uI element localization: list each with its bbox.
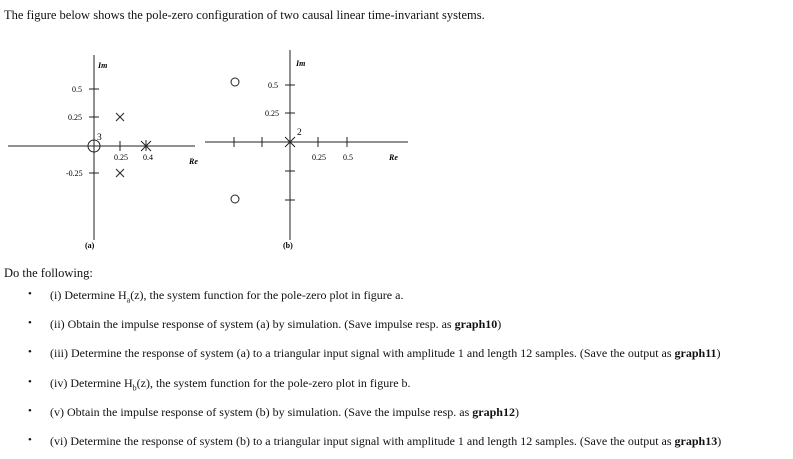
figure-b-xlabel-0.5: 0.5	[343, 153, 353, 162]
figure-b-xlabel-0.25: 0.25	[312, 153, 326, 162]
task-item	[0, 342, 793, 371]
figure-b-re-label: Re	[389, 153, 398, 162]
task-item	[0, 372, 793, 401]
task-text: (iii) Determine the response of system (a) to a triangular input signal with amplitude 1 and length 12 samples. (Save the output as graph11)	[50, 346, 721, 361]
figure-b-zero-lower	[231, 195, 239, 203]
graph-name: graph10	[454, 317, 498, 332]
graph-name: graph11	[674, 346, 717, 361]
figure-a-ylabel-0.5: 0.5	[72, 85, 82, 94]
figure-b	[205, 50, 408, 240]
figure-a-xlabel-0.4: 0.4	[143, 153, 153, 162]
bullet-icon: •	[28, 433, 32, 446]
figure-b-ylabel-0.25: 0.25	[265, 109, 279, 118]
figure-a-re-label: Re	[189, 157, 198, 166]
figure-b-zero-upper	[231, 78, 239, 86]
task-list	[0, 284, 793, 459]
figure-a-xlabel-0.25: 0.25	[114, 153, 128, 162]
figure-b-caption: (b)	[283, 241, 293, 250]
bullet-icon: •	[28, 346, 32, 359]
figure-a-pole-upper	[116, 113, 124, 121]
graph-name: graph12	[472, 404, 515, 419]
figure-a-zero-multiplicity: 3	[97, 133, 102, 143]
task-item	[0, 401, 793, 430]
figure-b-ylabel-0.5: 0.5	[268, 81, 278, 90]
bullet-icon: •	[28, 317, 32, 330]
task-item	[0, 313, 793, 342]
figure-a-caption: (a)	[85, 241, 95, 250]
figure-a	[8, 55, 195, 240]
task-item	[0, 430, 793, 459]
task-text: (i) Determine $H_a(z)$, the system function for the pole-zero plot in figure a.	[50, 288, 404, 305]
figure-a-ylabel-0.25: 0.25	[68, 113, 82, 122]
bullet-icon: •	[28, 404, 32, 417]
task-item	[0, 284, 793, 313]
graph-name: graph13	[674, 433, 718, 448]
figure-a-im-label: Im	[98, 61, 108, 70]
figure-b-im-label: Im	[296, 59, 306, 68]
bullet-icon: •	[28, 375, 32, 388]
task-text: (v) Obtain the impulse response of system (b) by simulation. (Save the impulse resp. as graph12)	[50, 404, 519, 419]
task-text: (vi) Determine the response of system (b) to a triangular input signal with amplitude 1 and length 12 samples. (Save the output as graph13)	[50, 433, 722, 448]
intro-text: The figure below shows the pole-zero configuration of two causal linear time-invariant systems.	[4, 8, 485, 22]
figure-b-pole-multiplicity: 2	[297, 128, 302, 138]
task-text: (ii) Obtain the impulse response of system (a) by simulation. (Save impulse resp. as graph10)	[50, 317, 502, 332]
do-following-heading: Do the following:	[4, 266, 93, 280]
task-text: (iv) Determine $H_b(z)$, the system function for the pole-zero plot in figure b.	[50, 375, 411, 392]
figure-a-pole-lower	[116, 169, 124, 177]
figure-a-ylabel-neg0.25: -0.25	[66, 169, 83, 178]
bullet-icon: •	[28, 288, 32, 300]
